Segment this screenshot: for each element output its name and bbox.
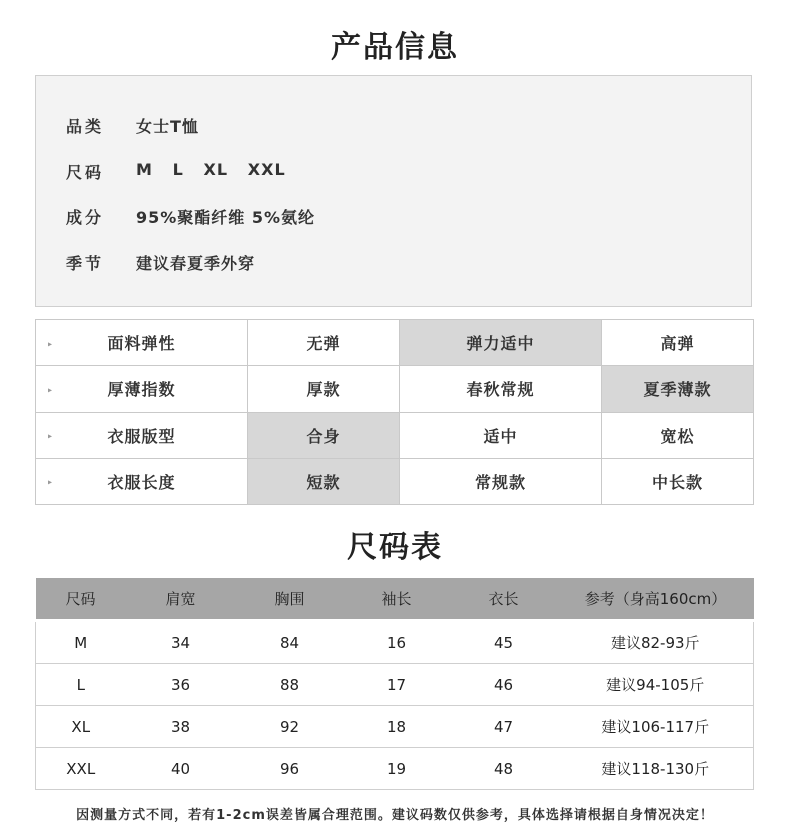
- triangle-bullet-icon: ▸: [48, 477, 54, 487]
- attribute-option: 适中: [400, 412, 602, 458]
- attribute-option: 高弹: [602, 320, 754, 366]
- size-chart-header: [36, 578, 754, 621]
- size-cell: 38: [126, 706, 236, 748]
- attribute-option-selected: 合身: [248, 412, 400, 458]
- size-row: [36, 706, 754, 748]
- size-cell: 建议106-117斤: [558, 706, 754, 748]
- attribute-row: [36, 458, 754, 504]
- size-cell: 19: [344, 748, 450, 790]
- attribute-option: 常规款: [400, 458, 602, 504]
- size-column-header: 袖长: [344, 578, 450, 621]
- size-cell: L: [36, 664, 126, 706]
- size-column-header: 肩宽: [126, 578, 236, 621]
- attribute-label-text: 衣服长度: [107, 472, 176, 492]
- size-cell: M: [36, 621, 126, 664]
- attribute-label: [36, 412, 248, 458]
- attribute-label: [36, 320, 248, 366]
- attribute-option: 宽松: [602, 412, 754, 458]
- size-cell: 建议82-93斤: [558, 621, 754, 664]
- info-label: 成分: [66, 208, 105, 227]
- size-cell: 34: [126, 621, 236, 664]
- size-cell: 45: [450, 621, 558, 664]
- attribute-row: [36, 366, 754, 412]
- size-column-header: 胸围: [236, 578, 344, 621]
- size-row: [36, 621, 754, 664]
- size-cell: 建议118-130斤: [558, 748, 754, 790]
- product-info-title: 产品信息: [331, 30, 459, 65]
- size-cell: 92: [236, 706, 344, 748]
- attribute-table: [35, 319, 754, 505]
- attribute-row: [36, 412, 754, 458]
- size-cell: 84: [236, 621, 344, 664]
- attribute-option: 无弹: [248, 320, 400, 366]
- info-value: 建议春夏季外穿: [136, 254, 256, 273]
- info-row-category: [66, 114, 199, 137]
- size-cell: 47: [450, 706, 558, 748]
- size-column-header: 衣长: [450, 578, 558, 621]
- size-chart-title: 尺码表: [347, 530, 443, 565]
- size-row: [36, 664, 754, 706]
- attribute-label: [36, 458, 248, 504]
- size-column-header: 参考（身高160cm）: [558, 578, 754, 621]
- triangle-bullet-icon: ▸: [48, 385, 54, 395]
- info-label: 季节: [66, 254, 105, 273]
- info-label: 品类: [66, 117, 105, 136]
- triangle-bullet-icon: ▸: [48, 431, 54, 441]
- size-cell: 17: [344, 664, 450, 706]
- size-row: [36, 748, 754, 790]
- size-cell: 18: [344, 706, 450, 748]
- attribute-option-selected: 弹力适中: [400, 320, 602, 366]
- attribute-label-text: 衣服版型: [107, 426, 176, 446]
- size-cell: 40: [126, 748, 236, 790]
- info-value: 女士T恤: [136, 117, 199, 136]
- info-value: 95%聚酯纤维 5%氨纶: [136, 208, 316, 227]
- attribute-row: [36, 320, 754, 366]
- size-cell: XL: [36, 706, 126, 748]
- size-cell: 建议94-105斤: [558, 664, 754, 706]
- attribute-label-text: 厚薄指数: [107, 380, 176, 400]
- product-info-box: [35, 75, 752, 307]
- size-cell: 36: [126, 664, 236, 706]
- triangle-bullet-icon: ▸: [48, 339, 54, 349]
- size-cell: XXL: [36, 748, 126, 790]
- size-cell: 46: [450, 664, 558, 706]
- attribute-option-selected: 夏季薄款: [602, 366, 754, 412]
- size-cell: 88: [236, 664, 344, 706]
- size-column-header: 尺码: [36, 578, 126, 621]
- attribute-option-selected: 短款: [248, 458, 400, 504]
- attribute-option: 厚款: [248, 366, 400, 412]
- info-row-size: [66, 160, 286, 183]
- info-value: M L XL XXL: [136, 160, 286, 179]
- size-chart-table: [35, 578, 754, 790]
- size-cell: 48: [450, 748, 558, 790]
- size-cell: 96: [236, 748, 344, 790]
- info-label: 尺码: [66, 163, 105, 182]
- info-row-season: [66, 251, 255, 274]
- size-cell: 16: [344, 621, 450, 664]
- attribute-option: 中长款: [602, 458, 754, 504]
- attribute-label: [36, 366, 248, 412]
- measurement-note: 因测量方式不同，若有1-2cm误差皆属合理范围。建议码数仅供参考，具体选择请根据自身情况决定！: [76, 808, 714, 823]
- info-row-material: [66, 205, 315, 228]
- attribute-label-text: 面料弹性: [107, 334, 176, 354]
- attribute-option: 春秋常规: [400, 366, 602, 412]
